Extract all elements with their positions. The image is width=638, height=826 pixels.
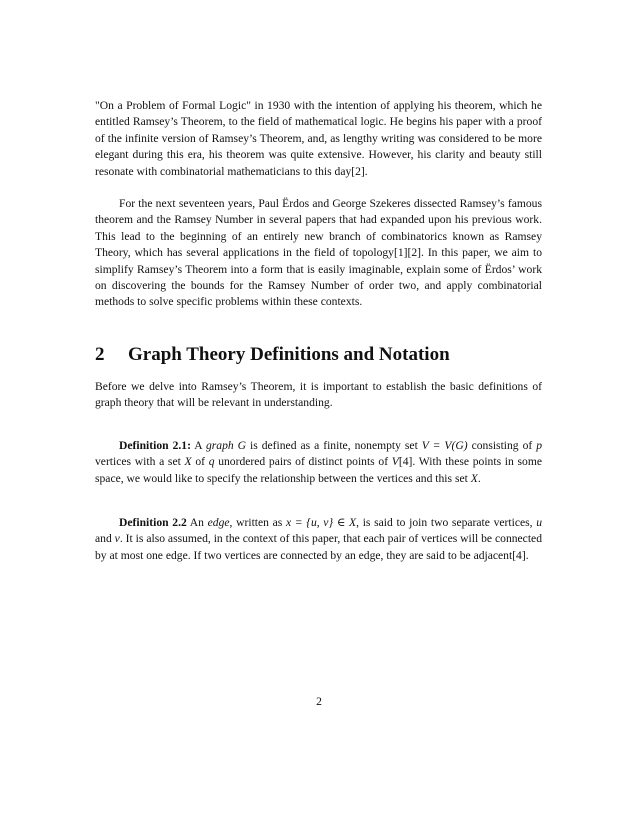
definition-2-1-text: . — [477, 471, 481, 485]
definition-2-2-term: edge — [207, 516, 230, 529]
definition-2-1-text: [4]. With these points in some space, we would like to specify the relationship between the vertices and this set — [95, 455, 542, 485]
definition-2-1-text: A — [190, 439, 206, 452]
math-v: v — [114, 532, 120, 546]
definition-2-2-text: , is said to join two separate vertices, — [356, 516, 537, 529]
definition-2-2-label: Definition 2.2 — [119, 516, 187, 529]
definition-2-1-text: of — [191, 455, 209, 469]
definition-2-1-text: vertices with a set — [95, 455, 185, 469]
definition-2-1-label: Definition 2.1: — [119, 439, 191, 452]
math-vertex-set: V = V(G) — [421, 439, 468, 452]
section-number: 2 — [95, 344, 105, 365]
section-intro: Before we delve into Ramsey’s Theorem, it is important to establish the basic definitions of graph theory that will be relevant in understanding. — [95, 380, 542, 410]
paragraph-ramsey-paper: "On a Problem of Formal Logic" in 1930 with the intention of applying his theorem, which he entitled Ramsey’s Theorem, to the field of mathematical logic. He begins his paper with a proof of the infinite version of Ramsey’s Theorem, and, as lengthy writing was considered to be more elegant during this era, his theorem was quite extensive. However, his clarity and beauty still resonate with combinatorial mathematicians to this day[2]. — [95, 99, 542, 178]
math-x: X — [184, 455, 192, 469]
definition-2-2-text: , written as — [229, 516, 286, 529]
definition-2-1-text: is defined as a finite, nonempty set — [246, 439, 422, 452]
definition-2-2 — [95, 515, 542, 564]
definition-2-2-text: . It is also assumed, in the context of this paper, that each pair of vertices will be connected by at most one edge. If two vertices are connected by an edge, they are said to be adjacent[4]. — [95, 532, 542, 562]
section-title: Graph Theory Definitions and Notation — [128, 344, 450, 365]
math-v: V — [391, 455, 399, 469]
math-x: X — [470, 471, 478, 485]
math-u: u — [536, 516, 543, 529]
definition-2-1-text: consisting of — [467, 439, 537, 452]
math-p: p — [536, 439, 543, 452]
section-heading — [95, 343, 542, 367]
math-edge: x = {u, v} ∈ X — [285, 516, 357, 529]
math-q: q — [208, 455, 215, 469]
definition-2-2-text: and — [95, 532, 115, 546]
definition-2-2-text: An — [186, 516, 208, 529]
page-number: 2 — [316, 695, 322, 708]
definition-2-1-term: graph — [205, 439, 234, 452]
math-g: G — [237, 439, 247, 452]
paragraph-erdos-szekeres: For the next seventeen years, Paul Ërdos and George Szekeres dissected Ramsey’s famous theorem and the Ramsey Number in several papers that had expanded upon his previous work. This lead to the beginning of an entirely new branch of combinatorics known as Ramsey Theory, which has several applications in the field of topology[1][2]. In this paper, we aim to simplify Ramsey’s Theorem into a form that is easily imaginable, explain some of Ërdos’ work on discovering the bounds for the Ramsey Number of order two, and apply combinatorial methods to solve specific problems within these contexts. — [95, 197, 542, 309]
definition-2-1 — [95, 438, 542, 487]
definition-2-1-text: unordered pairs of distinct points of — [214, 455, 392, 469]
